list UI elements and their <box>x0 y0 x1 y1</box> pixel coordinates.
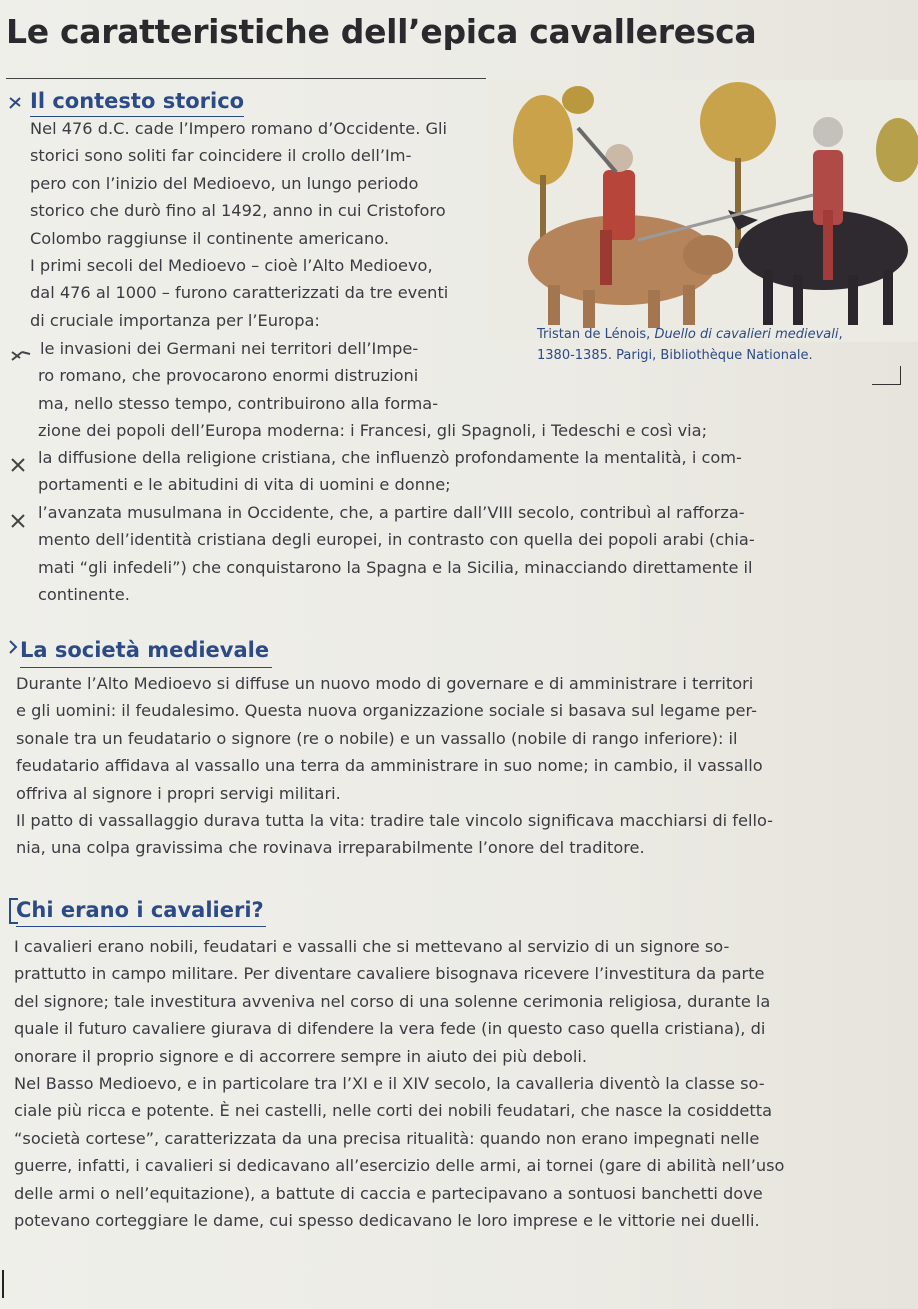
society-body <box>16 670 908 862</box>
medieval-duel-illustration <box>488 80 918 342</box>
caption-line-1 <box>537 324 897 345</box>
caption-author: Tristan de Lénois, <box>537 327 655 342</box>
context-line-6: I primi secoli del Medioevo – cioè l’Alto Medioevo, <box>30 256 433 276</box>
section-marker-icon <box>8 94 30 114</box>
society-line-2: e gli uomini: il feudalesimo. Questa nuova organizzazione sociale si basava sul legame per- <box>16 701 757 721</box>
bullet-1-head <box>40 335 488 417</box>
bullet-arrow-icon-3 <box>10 511 32 531</box>
knights-line-10: delle armi o nell’equitazione), a battute di caccia e partecipavano a sontuosi banchetti dove <box>14 1183 763 1203</box>
context-line-4: storico che durò fino al 1492, anno in cui Cristoforo <box>30 201 446 221</box>
caption-corner-mark <box>872 366 901 385</box>
bullet-1-line-2: ro romano, che provocarono enormi distruzioni <box>38 366 419 386</box>
bullet-1-tail <box>38 417 898 444</box>
knights-line-2: prattutto in campo militare. Per diventare cavaliere bisognava ricevere l’investitura da parte <box>14 964 765 984</box>
knights-line-7: ciale più ricca e potente. È nei castelli, nelle corti dei nobili feudatari, che nasce la cosiddetta <box>14 1101 772 1121</box>
society-line-3: sonale tra un feudatario o signore (re o nobile) e un vassallo (nobile di rango inferiore): il <box>16 728 738 748</box>
context-line-3: pero con l’inizio del Medioevo, un lungo periodo <box>30 173 419 193</box>
society-line-1: Durante l’Alto Medioevo si diffuse un nuovo modo di governare e di amministrare i territori <box>16 674 754 693</box>
bullet-2 <box>38 444 908 499</box>
page-title: Le caratteristiche dell’epica cavalleresca <box>6 12 757 51</box>
knights-line-8: “società cortese”, caratterizzata da una precisa ritualità: quando non erano impegnati nelle <box>14 1128 760 1148</box>
heading-knights: Chi erano i cavalieri? <box>16 898 264 922</box>
bullet-3 <box>38 499 908 609</box>
context-line-2: storici sono soliti far coincidere il crollo dell’Im- <box>30 146 412 166</box>
knights-body <box>14 933 910 1234</box>
bullet-2-line-2: portamenti e le abitudini di vita di uomini e donne; <box>38 475 451 495</box>
context-intro <box>30 115 490 334</box>
margin-pen-mark <box>2 1270 4 1298</box>
bullet-1-line-3: ma, nello stesso tempo, contribuirono alla forma- <box>38 393 439 413</box>
caption-comma: , <box>838 327 843 342</box>
context-line-1: Nel 476 d.C. cade l’Impero romano d’Occidente. Gli <box>30 119 448 138</box>
knights-line-5: onorare il proprio signore e di accorrere sempre in aiuto dei più deboli. <box>14 1046 588 1066</box>
heading-knights-rule <box>16 926 266 927</box>
society-line-5: offriva al signore i propri servigi militari. <box>16 783 341 803</box>
bullet-2-line-1: la diffusione della religione cristiana, che influenzò profondamente la mentalità, i com- <box>38 448 742 467</box>
society-line-4: feudatario affidava al vassallo una terra da amministrare in suo nome; in cambio, il vassallo <box>16 756 763 776</box>
bullet-arrow-icon-2 <box>10 455 32 475</box>
society-line-7: nia, una colpa gravissima che rovinava irreparabilmente l’onore del traditore. <box>16 838 645 858</box>
title-underline <box>6 78 486 79</box>
figure-caption <box>537 324 897 366</box>
knights-line-3: del signore; tale investitura avveniva nel corso di una solenne cerimonia religiosa, durante la <box>14 991 771 1011</box>
knights-line-9: guerre, infatti, i cavalieri si dedicavano all’esercizio delle armi, ai tornei (gare di abilità nell’uso <box>14 1156 785 1176</box>
bullet-arrow-icon-1 <box>10 346 32 366</box>
context-line-8: di cruciale importanza per l’Europa: <box>30 310 320 330</box>
caption-line-2: 1380-1385. Parigi, Bibliothèque Nationale. <box>537 348 813 363</box>
caption-work-title: Duello di cavalieri medievali <box>654 327 839 342</box>
heading-context: Il contesto storico <box>30 89 245 113</box>
knights-line-4: quale il futuro cavaliere giurava di difendere la vera fede (in questo caso quella cristiana), di <box>14 1019 766 1039</box>
knights-line-1: I cavalieri erano nobili, feudatari e vassalli che si mettevano al servizio di un signore so- <box>14 937 730 956</box>
context-line-7: dal 476 al 1000 – furono caratterizzati da tre eventi <box>30 283 449 303</box>
bullet-3-line-4: continente. <box>38 585 130 605</box>
bullet-1-line-1: le invasioni dei Germani nei territori dell’Impe- <box>40 339 419 358</box>
knights-line-11: potevano corteggiare le dame, cui spesso dedicavano le loro imprese e le vittorie nei duelli. <box>14 1211 760 1231</box>
duel-image-icon <box>488 80 918 342</box>
context-line-5: Colombo raggiunse il continente americano. <box>30 228 390 248</box>
bullet-3-line-1: l’avanzata musulmana in Occidente, che, a partire dall’VIII secolo, contribuì al rafforza- <box>38 503 745 522</box>
bullet-1-line-4: zione dei popoli dell’Europa moderna: i Francesi, gli Spagnoli, i Tedeschi e così via; <box>38 421 708 440</box>
knights-line-6: Nel Basso Medioevo, e in particolare tra l’XI e il XIV secolo, la cavalleria diventò la classe so- <box>14 1074 765 1094</box>
bullet-3-line-3: mati “gli infedeli”) che conquistarono la Spagna e la Sicilia, minacciando direttamente il <box>38 557 753 577</box>
bullet-3-line-2: mento dell’identità cristiana degli europei, in contrasto con quella dei popoli arabi (chia- <box>38 530 755 550</box>
heading-society: La società medievale <box>20 638 270 662</box>
heading-society-rule <box>20 667 272 668</box>
society-line-6: Il patto di vassallaggio durava tutta la vita: tradire tale vincolo significava macchiarsi di fello- <box>16 811 773 831</box>
